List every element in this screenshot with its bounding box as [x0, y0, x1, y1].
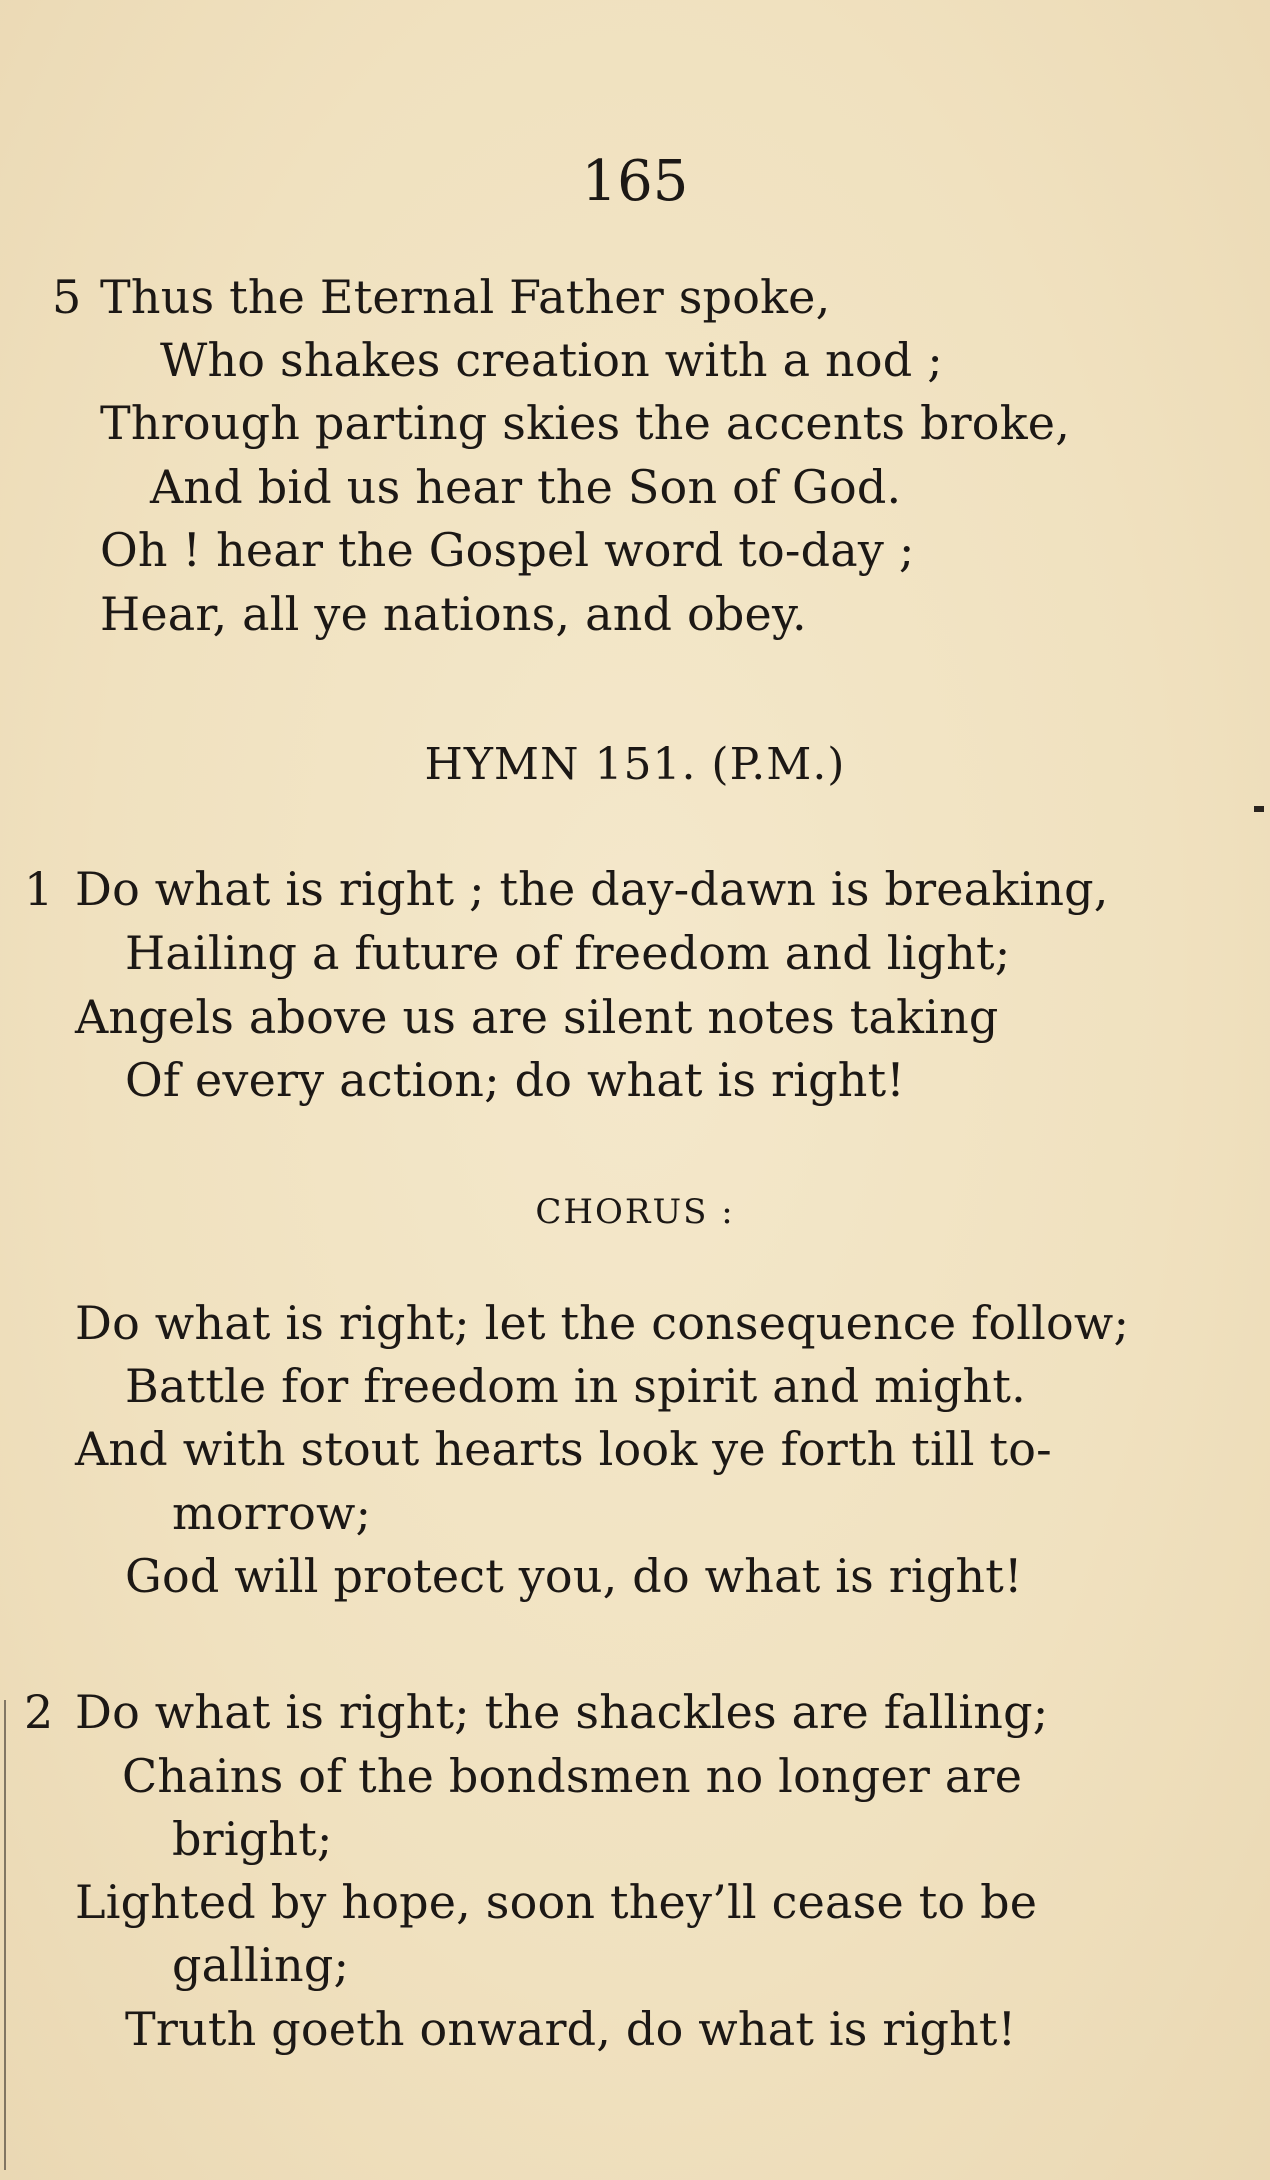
chorus-line: Do what is right; let the consequence follow;: [75, 1296, 1130, 1350]
chorus-line: God will protect you, do what is right!: [125, 1549, 1023, 1603]
chorus-label: CHORUS :: [535, 1192, 735, 1232]
verse-line: Of every action; do what is right!: [125, 1053, 905, 1107]
verse-line: Truth goeth onward, do what is right!: [125, 2002, 1017, 2056]
gutter-line: [4, 1700, 6, 2170]
verse-line: Hailing a future of freedom and light;: [125, 926, 1011, 980]
margin-mark: [1254, 806, 1264, 812]
verse-line: galling;: [172, 1938, 350, 1992]
hymn-heading: HYMN 151. (P.M.): [424, 739, 846, 790]
page-number: 165: [581, 149, 689, 214]
verse-line: Do what is right; the shackles are falling;: [75, 1685, 1049, 1739]
chorus-line: And with stout hearts look ye forth till to-: [75, 1422, 1052, 1476]
verse-number: 5: [52, 270, 82, 324]
verse-number: 2: [24, 1685, 54, 1739]
verse-line: Lighted by hope, soon they’ll cease to be: [75, 1875, 1038, 1929]
verse-number: 1: [24, 862, 54, 916]
verse-line: Do what is right ; the day-dawn is breaking,: [75, 862, 1109, 916]
verse-line: And bid us hear the Son of God.: [150, 460, 902, 514]
chorus-line: Battle for freedom in spirit and might.: [125, 1359, 1026, 1413]
verse-line: Through parting skies the accents broke,: [100, 396, 1071, 450]
verse-line: Thus the Eternal Father spoke,: [100, 270, 831, 324]
verse-line: bright;: [172, 1812, 333, 1866]
verse-line: Who shakes creation with a nod ;: [160, 333, 943, 387]
verse-line: Hear, all ye nations, and obey.: [100, 587, 807, 641]
verse-line: Angels above us are silent notes taking: [75, 990, 999, 1044]
chorus-line: morrow;: [172, 1486, 372, 1540]
verse-line: Chains of the bondsmen no longer are: [122, 1749, 1023, 1803]
verse-line: Oh ! hear the Gospel word to-day ;: [100, 523, 915, 577]
